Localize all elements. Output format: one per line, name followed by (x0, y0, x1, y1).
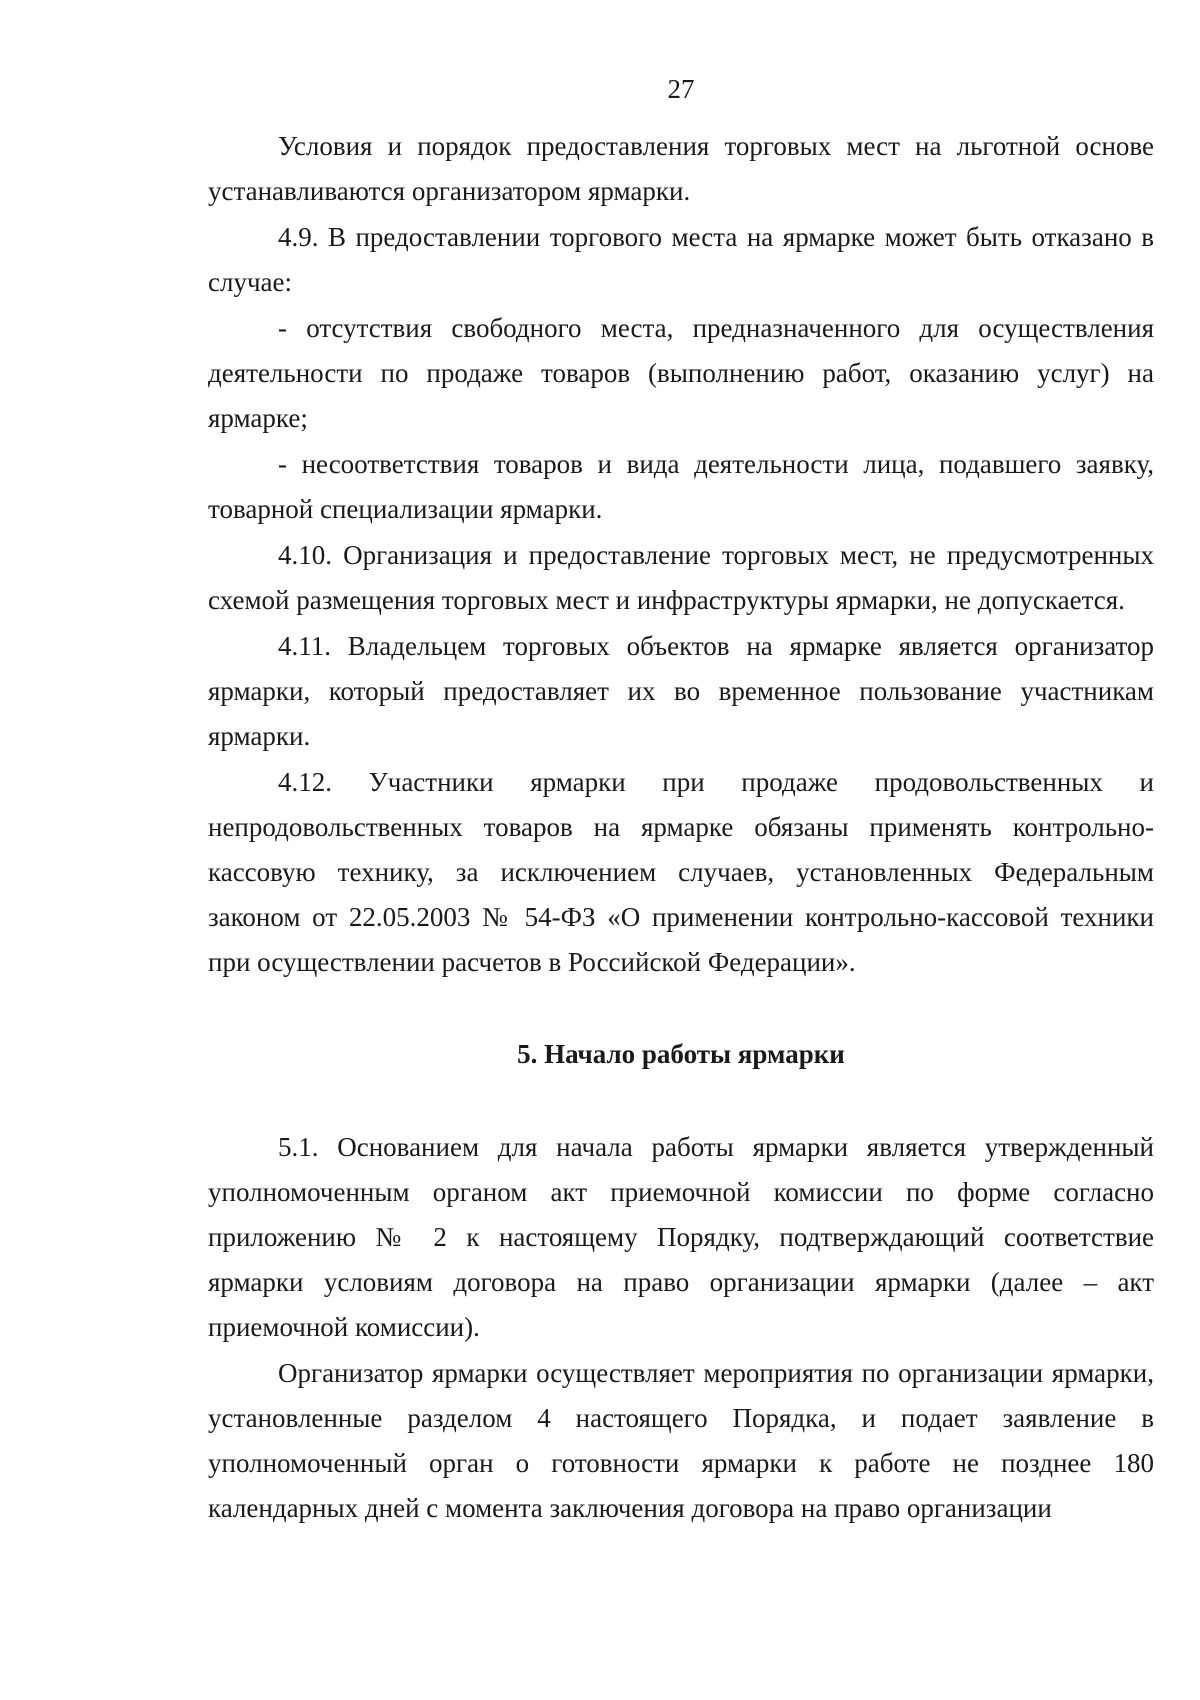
page-number: 27 (667, 74, 695, 104)
paragraph-4-11: 4.11. Владельцем торговых объектов на ярмарке является организатор ярмарки, который предоставляет их во временное пользование участникам ярмарки. (208, 631, 1154, 751)
section-heading: 5. Начало работы ярмарки (517, 1039, 845, 1069)
paragraph-preferential-places: Условия и порядок предоставления торговых мест на льготной основе устанавливаются организатором ярмарки. (208, 131, 1154, 206)
paragraph-organizer-application: Организатор ярмарки осуществляет мероприятия по организации ярмарки, установленные разделом 4 настоящего Порядка, и подает заявление в уполномоченный орган о готовности ярмарки к работе не позднее 180 календарных дней с момента заключения договора на право организации (208, 1358, 1154, 1523)
list-item-mismatch: - несоответствия товаров и вида деятельности лица, подавшего заявку, товарной специализации ярмарки. (208, 449, 1154, 524)
paragraph-4-12: 4.12. Участники ярмарки при продаже продовольственных и непродовольственных товаров на ярмарке обязаны применять контрольно-кассовую технику, за исключением случаев, установленных Федеральным законом от 22.05.2003 № 54-ФЗ «О применении контрольно-кассовой техники при осуществлении расчетов в Российской Федерации». (208, 767, 1154, 977)
list-item-no-free-place: - отсутствия свободного места, предназначенного для осуществления деятельности по продаже товаров (выполнению работ, оказанию услуг) на ярмарке; (208, 313, 1154, 433)
paragraph-4-9: 4.9. В предоставлении торгового места на ярмарке может быть отказано в случае: (208, 222, 1154, 297)
paragraph-5-1: 5.1. Основанием для начала работы ярмарки является утвержденный уполномоченным органом акт приемочной комиссии по форме согласно приложению № 2 к настоящему Порядку, подтверждающий соответствие ярмарки условиям договора на право организации ярмарки (далее – акт приемочной комиссии). (208, 1132, 1154, 1342)
document-body (208, 124, 1154, 1531)
paragraph-4-10: 4.10. Организация и предоставление торговых мест, не предусмотренных схемой размещения торговых мест и инфраструктуры ярмарки, не допускается. (208, 540, 1154, 615)
